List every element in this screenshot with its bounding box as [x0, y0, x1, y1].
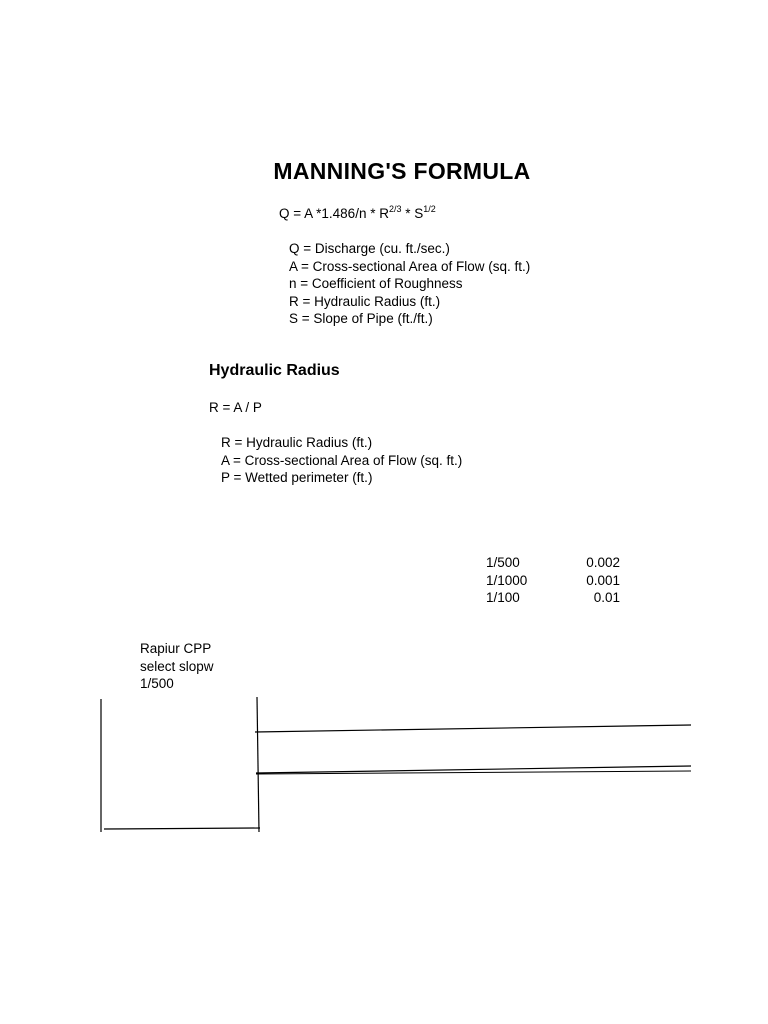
- definition-a: A = Cross-sectional Area of Flow (sq. ft.): [289, 258, 531, 274]
- r-exponent: 2/3: [388, 204, 402, 214]
- page-title: MANNING'S FORMULA: [273, 158, 531, 184]
- sketch-bottom-line: [104, 828, 260, 829]
- slope-fraction: 1/1000: [486, 572, 528, 588]
- note-line: 1/500: [140, 676, 174, 691]
- slope-fraction: 1/100: [486, 590, 520, 605]
- definition-n: n = Coefficient of Roughness: [289, 276, 463, 291]
- slope-decimal: 0.01: [593, 590, 620, 605]
- sketch-pipe-top: [255, 725, 691, 732]
- s-exponent: 1/2: [423, 204, 436, 214]
- definition-r: R = Hydraulic Radius (ft.): [289, 293, 441, 309]
- formula-prefix: Q = A *1.486/n * R: [279, 206, 389, 221]
- slope-decimal: 0.001: [586, 572, 620, 588]
- definition-s: S = Slope of Pipe (ft./ft.): [289, 311, 433, 326]
- definition-a: A = Cross-sectional Area of Flow (sq. ft.): [221, 452, 463, 468]
- slope-fraction: 1/500: [486, 555, 520, 570]
- definition-r: R = Hydraulic Radius (ft.): [221, 435, 373, 450]
- formula-mid: * S: [401, 206, 424, 221]
- slope-decimal: 0.002: [586, 555, 620, 570]
- note-line: Rapiur CPP: [140, 641, 212, 656]
- hydraulic-radius-heading: Hydraulic Radius: [209, 362, 340, 379]
- definition-q: Q = Discharge (cu. ft./sec.): [289, 241, 450, 256]
- definition-p: P = Wetted perimeter (ft.): [221, 470, 373, 485]
- sketch-step-wall: [257, 697, 259, 832]
- note-line: select slopw: [140, 658, 214, 674]
- hydraulic-radius-formula: R = A / P: [209, 400, 262, 415]
